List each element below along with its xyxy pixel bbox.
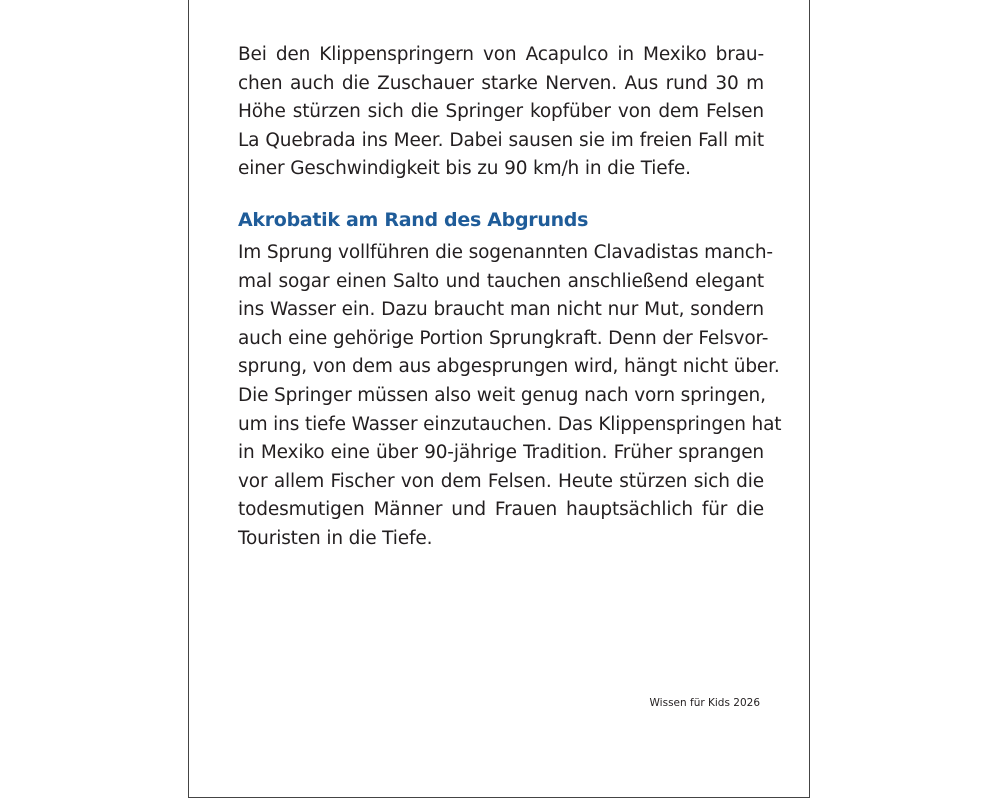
text-line: mal sogar einen Salto und tauchen anschließend elegant <box>238 270 764 292</box>
intro-paragraph <box>238 41 764 184</box>
text-line: in Mexiko eine über 90-jährige Tradition. Früher sprangen <box>238 442 764 464</box>
text-line: La Quebrada ins Meer. Dabei sausen sie im freien Fall mit <box>238 129 764 151</box>
body-paragraph <box>238 239 782 554</box>
text-line: Die Springer müssen also weit genug nach vorn springen, <box>238 384 766 406</box>
text-line: ins Wasser ein. Dazu braucht man nicht nur Mut, sondern <box>238 299 764 321</box>
page-content <box>238 41 782 554</box>
text-line: Im Sprung vollführen die sogenannten Clavadistas manch- <box>238 241 773 263</box>
text-line: Touristen in die Tiefe. <box>238 527 433 549</box>
section-heading: Akrobatik am Rand des Abgrunds <box>238 208 589 231</box>
text-line: auch eine gehörige Portion Sprungkraft. Denn der Felsvor- <box>238 327 769 349</box>
text-line: Bei den Klippenspringern von Acapulco in Mexiko brau- <box>238 44 764 65</box>
text-line: todesmutigen Männer und Frauen hauptsächlich für die <box>238 499 764 521</box>
book-page <box>188 0 810 798</box>
page-footer: Wissen für Kids 2026 <box>649 697 760 709</box>
text-line: vor allem Fischer von dem Felsen. Heute stürzen sich die <box>238 470 764 492</box>
text-line: sprung, von dem aus abgesprungen wird, hängt nicht über. <box>238 356 780 378</box>
text-line: Höhe stürzen sich die Springer kopfüber von dem Felsen <box>238 101 764 123</box>
text-line: einer Geschwindigkeit bis zu 90 km/h in die Tiefe. <box>238 158 691 180</box>
text-line: um ins tiefe Wasser einzutauchen. Das Klippenspringen hat <box>238 413 782 435</box>
text-line: chen auch die Zuschauer starke Nerven. Aus rund 30 m <box>238 72 764 94</box>
